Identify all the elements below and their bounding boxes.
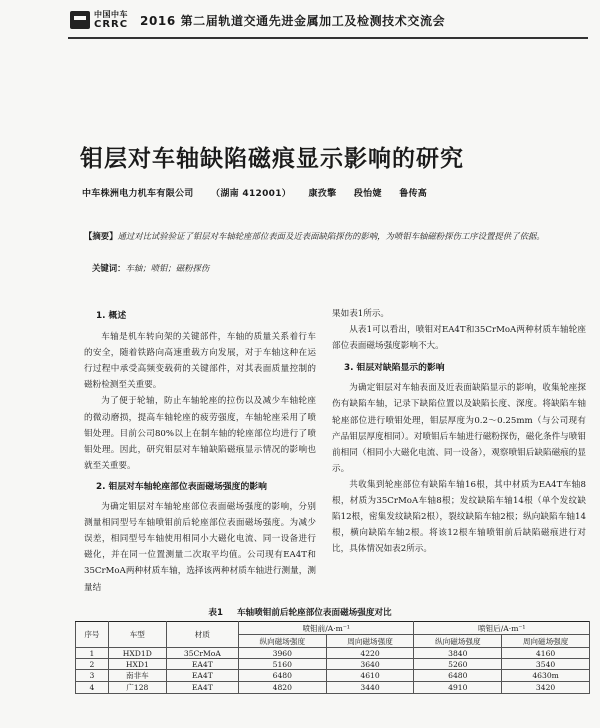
author-name: 鲁传高: [399, 189, 428, 199]
cell-before-circ: 3440: [326, 682, 414, 694]
cell-type: 南非车: [108, 670, 166, 682]
crrc-logo: [70, 9, 132, 31]
abstract-label: 【摘要】: [84, 231, 118, 241]
cell-before-long: 4820: [238, 682, 326, 694]
col-header-material: 材质: [166, 622, 238, 648]
cell-no: 4: [76, 682, 109, 694]
table-row: [76, 648, 590, 659]
cell-type: HXD1D: [108, 648, 166, 659]
paragraph: 共收集到轮座部位有缺陷车轴16根，其中材质为EA4T车轴8根，材质为35CrMoA车轴8根；发纹缺陷车轴14根（单个发纹缺陷12根，密集发纹缺陷2根），裂纹缺陷车轴2根；纵向缺陷车轴14根，横向缺陷车轴2根。将该12根车轴喷钼前后缺陷磁痕进行对比，具体情况如表2所示。: [332, 479, 586, 555]
author-name: 段怡婕: [353, 189, 382, 199]
cell-after-long: 4910: [414, 682, 502, 694]
cell-before-long: 3960: [238, 648, 326, 659]
table-row: [76, 682, 590, 694]
cell-before-circ: 4220: [326, 648, 414, 659]
section-heading: 3. 钼层对缺陷显示的影响: [344, 363, 445, 374]
paragraph: 为了便于轮轴，防止车轴轮座的拉伤以及减少车轴轮座的微动磨损，提高车轴轮座的疲劳强度，车轴轮座采用了喷钼处理。目前公司80%以上在制车轴的轮座部位均进行了喷钼处理。因此，研究钼层对车轴缺陷磁痕显示情况的影响也就至关重要。: [84, 396, 316, 471]
cell-no: 1: [76, 648, 109, 659]
table-caption: [0, 606, 600, 618]
author-location: （湖南 412001）: [211, 189, 292, 199]
col-header-circ: 周向磁场强度: [326, 635, 414, 648]
col-header-long: 纵向磁场强度: [238, 635, 326, 648]
header-divider: [68, 37, 588, 39]
cell-no: 3: [76, 670, 109, 682]
cell-after-long: 3840: [414, 648, 502, 659]
cell-after-circ: 4160: [502, 648, 590, 659]
cell-type: HXD1: [108, 659, 166, 670]
cell-no: 2: [76, 659, 109, 670]
col-group-after: 喷钼后/A·m⁻¹: [414, 622, 590, 635]
table-row: [76, 659, 590, 670]
paragraph: 车轴是机车转向架的关键部件，车轴的质量关系着行车的安全，随着铁路向高速重载方向发展，对于车轴这种在运行过程中承受高频变载荷的关键部件，对其表面质量控制的磁粉检测至关重要。: [84, 332, 316, 391]
keywords-label: 关键词：: [92, 263, 126, 273]
cell-before-circ: 3640: [326, 659, 414, 670]
cell-before-circ: 4610: [326, 670, 414, 682]
paragraph: 为确定钼层对车轴轮座部位表面磁场强度的影响，分别测量相同型号车轴喷钼前后轮座部位表面磁场强度。为减少误差，相同型号车轴使用相同小大磁化电流、同一设备进行磁化，并在同一位置测量二次取平均值。公司现有EA4T和35CrMoA两种材质车轴，选择该两种材质车轴进行测量，测量结: [84, 502, 316, 593]
cell-before-long: 5160: [238, 659, 326, 670]
cell-after-circ: 3420: [502, 682, 590, 694]
paragraph: 为确定钼层对车轴表面及近表面缺陷显示的影响，收集轮座探伤有缺陷车轴，记录下缺陷位置以及缺陷长度、深度。将缺陷车轴轮座部位进行喷钼处理，钼层厚度为0.2～0.25mm（与公司现有产品钼层厚度相同）。对喷钼后车轴进行磁粉探伤，磁化条件与喷钼前相同（相同小大磁化电流、同一设备），观察喷钼后缺陷磁痕的显示。: [332, 383, 586, 474]
author-name: 康孜擎: [308, 189, 337, 199]
cell-type: 广128: [108, 682, 166, 694]
cell-after-long: 6480: [414, 670, 502, 682]
col-header-long: 纵向磁场强度: [414, 635, 502, 648]
table-row: [76, 670, 590, 682]
abstract: [84, 228, 586, 244]
paragraph: 从表1可以看出，喷钼对EA4T和35CrMoA两种材质车轴轮座部位表面磁场强度影响不大。: [332, 325, 586, 352]
magnetic-field-table: [75, 621, 590, 694]
section-heading: 2. 钼层对车轴轮座部位表面磁场强度的影响: [96, 481, 267, 492]
cell-material: EA4T: [166, 659, 238, 670]
col-group-before: 喷钼前/A·m⁻¹: [238, 622, 414, 635]
author-line: [82, 186, 441, 199]
crrc-logo-icon: [70, 11, 90, 29]
author-org: 中车株洲电力机车有限公司: [82, 189, 194, 199]
cell-after-long: 5260: [414, 659, 502, 670]
cell-material: EA4T: [166, 670, 238, 682]
section-heading: 1. 概述: [96, 311, 127, 321]
cell-before-long: 6480: [238, 670, 326, 682]
left-column: [84, 306, 316, 596]
col-header-type: 车型: [108, 622, 166, 648]
logo-en-text: CRRC: [94, 19, 129, 30]
abstract-text: 通过对比试验验证了钼层对车轴轮座部位表面及近表面缺陷探伤的影响，为喷钼车轴磁粉探伤工序设置提供了依据。: [117, 231, 545, 241]
paper-title: 钼层对车轴缺陷磁痕显示影响的研究: [80, 146, 464, 172]
cell-after-circ: 4630m: [502, 670, 590, 682]
keywords-text: 车轴；喷钼；磁粉探伤: [125, 263, 210, 273]
keywords: [92, 262, 209, 274]
col-header-circ: 周向磁场强度: [502, 635, 590, 648]
table-title: 车轴喷钼前后轮座部位表面磁场强度对比: [236, 608, 392, 618]
cell-after-circ: 3540: [502, 659, 590, 670]
col-header-no: 序号: [76, 622, 109, 648]
table-number: 表1: [208, 608, 223, 618]
cell-material: 35CrMoA: [166, 648, 238, 659]
right-column: [332, 306, 586, 557]
paragraph: 果如表1所示。: [332, 309, 390, 319]
conference-title: 2016 第二届轨道交通先进金属加工及检测技术交流会: [140, 14, 446, 28]
cell-material: EA4T: [166, 682, 238, 694]
logo-cn-text: 中国中车: [94, 10, 128, 19]
